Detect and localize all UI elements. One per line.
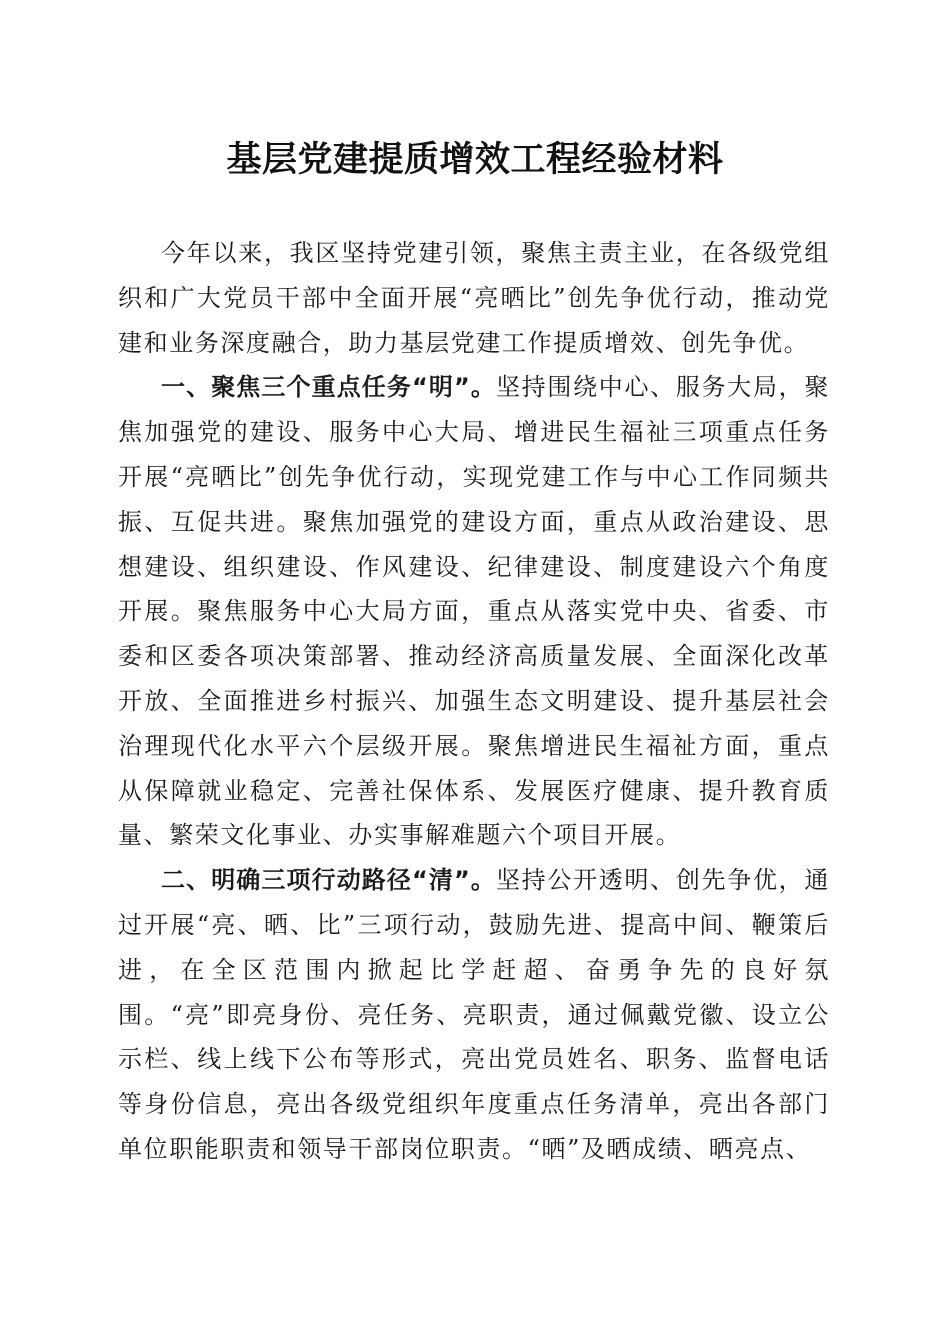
- section-one-heading: 一、聚焦三个重点任务“明”。: [161, 373, 496, 402]
- intro-text: 今年以来，我区坚持党建引领，聚焦主责主业，在各级党组织和广大党员干部中全面开展“亮晒比”创先争优行动，推动党建和业务深度融合，助力基层党建工作提质增效、创先争优。: [118, 239, 830, 357]
- intro-paragraph: [118, 231, 830, 365]
- section-one-text: 坚持围绕中心、服务大局，聚焦加强党的建设、服务中心大局、增进民生福祉三项重点任务开展“亮晒比”创先争优行动，实现党建工作与中心工作同频共振、互促共进。聚焦加强党的建设方面，重点从政治建设、思想建设、组织建设、作风建设、纪律建设、制度建设六个角度开展。聚焦服务中心大局方面，重点从落实党中央、省委、市委和区委各项决策部署、推动经济高质量发展、全面深化改革开放、全面推进乡村振兴、加强生态文明建设、提升基层社会治理现代化水平六个层级开展。聚焦增进民生福祉方面，重点从保障就业稳定、完善社保体系、发展医疗健康、提升教育质量、繁荣文化事业、办实事解难题六个项目开展。: [118, 373, 830, 850]
- document-title: 基层党建提质增效工程经验材料: [226, 139, 724, 180]
- section-two-paragraph: [118, 858, 830, 1172]
- document-body: [118, 231, 830, 1172]
- section-two-heading: 二、明确三项行动路径“清”。: [161, 866, 496, 895]
- section-two-text: 坚持公开透明、创先争优，通过开展“亮、晒、比”三项行动，鼓励先进、提高中间、鞭策后进，在全区范围内掀起比学赶超、奋勇争先的良好氛围。“亮”即亮身份、亮任务、亮职责，通过佩戴党徽、设立公示栏、线上线下公布等形式，亮出党员姓名、职务、监督电话等身份信息，亮出各级党组织年度重点任务清单，亮出各部门单位职能职责和领导干部岗位职责。“晒”及晒成绩、晒亮点、: [118, 866, 830, 1163]
- section-one-paragraph: [118, 365, 830, 858]
